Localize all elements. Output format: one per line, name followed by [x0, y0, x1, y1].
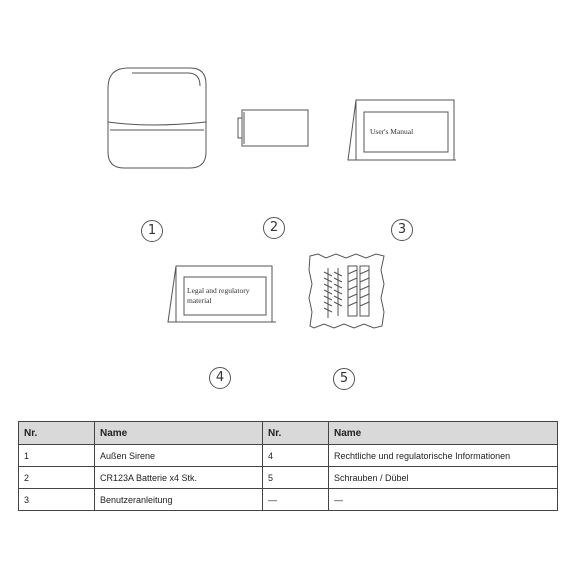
table-cell: 2 [19, 467, 95, 489]
table-cell: 5 [263, 467, 329, 489]
item-number-3: 3 [391, 219, 413, 241]
item-number-1: 1 [141, 220, 163, 242]
header-nr-2: Nr. [263, 422, 329, 445]
table-row [19, 445, 558, 467]
siren-drawing [108, 68, 206, 168]
table-cell: 4 [263, 445, 329, 467]
table-cell: — [329, 489, 558, 511]
header-name-2: Name [329, 422, 558, 445]
parts-table [18, 421, 558, 511]
table-cell: Außen Sirene [95, 445, 263, 467]
table-cell: Rechtliche und regulatorische Informationen [329, 445, 558, 467]
item-number-4: 4 [209, 367, 231, 389]
item-number-5: 5 [333, 368, 355, 390]
table-cell: Schrauben / Dübel [329, 467, 558, 489]
legal-card-text-line2: material [187, 296, 212, 305]
table-cell: 1 [19, 445, 95, 467]
legal-card-text-line1: Legal and regulatory [187, 286, 250, 295]
user-manual-card-text: User's Manual [370, 127, 414, 136]
table-row [19, 467, 558, 489]
battery-drawing [238, 110, 308, 146]
item-number-2: 2 [263, 217, 285, 239]
table-header-row [19, 422, 558, 445]
screws-bag-drawing [309, 254, 384, 328]
table-row [19, 489, 558, 511]
table-cell: Benutzeranleitung [95, 489, 263, 511]
header-name-1: Name [95, 422, 263, 445]
table-cell: CR123A Batterie x4 Stk. [95, 467, 263, 489]
table-cell: 3 [19, 489, 95, 511]
header-nr-1: Nr. [19, 422, 95, 445]
table-cell: — [263, 489, 329, 511]
